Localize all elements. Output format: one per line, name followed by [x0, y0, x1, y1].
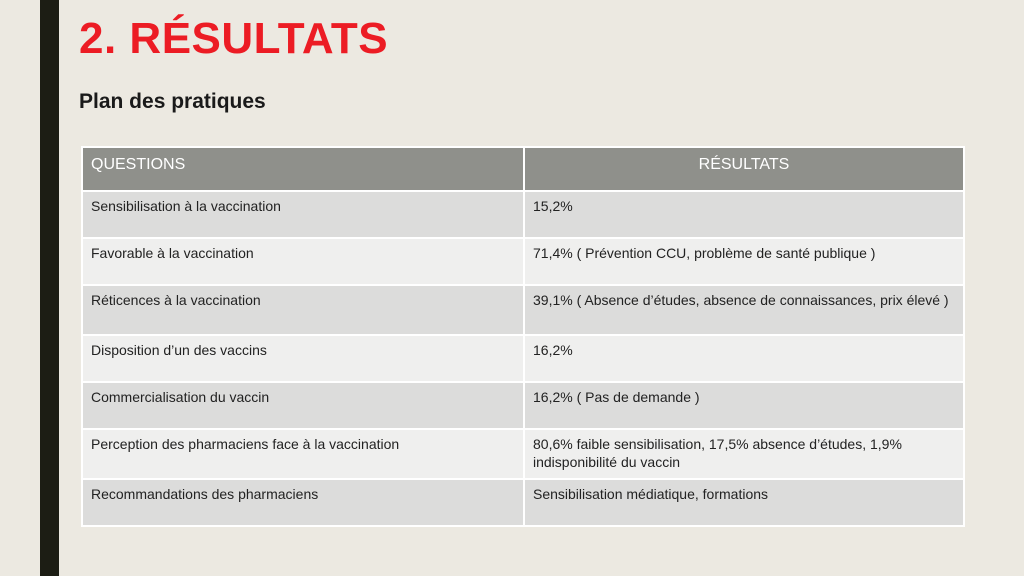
question-cell: Recommandations des pharmaciens [82, 479, 524, 526]
result-cell: 15,2% [524, 191, 964, 238]
header-results: RÉSULTATS [524, 147, 964, 191]
table-row [82, 238, 964, 285]
result-cell: 80,6% faible sensibilisation, 17,5% absence d’études, 1,9% indisponibilité du vaccin [524, 429, 964, 479]
table-row [82, 191, 964, 238]
page-title: 2. RÉSULTATS [79, 14, 389, 63]
table-row [82, 335, 964, 382]
sidebar-accent-bar [40, 0, 59, 576]
result-cell: Sensibilisation médiatique, formations [524, 479, 964, 526]
table-row [82, 429, 964, 479]
table-row [82, 479, 964, 526]
result-cell: 16,2% ( Pas de demande ) [524, 382, 964, 429]
table-header-row [82, 147, 964, 191]
page-subtitle: Plan des pratiques [79, 90, 266, 113]
table-row [82, 382, 964, 429]
result-cell: 16,2% [524, 335, 964, 382]
results-table [81, 146, 965, 527]
result-cell: 39,1% ( Absence d’études, absence de connaissances, prix élevé ) [524, 285, 964, 335]
question-cell: Favorable à la vaccination [82, 238, 524, 285]
question-cell: Disposition d’un des vaccins [82, 335, 524, 382]
question-cell: Commercialisation du vaccin [82, 382, 524, 429]
question-cell: Sensibilisation à la vaccination [82, 191, 524, 238]
table-row [82, 285, 964, 335]
result-cell: 71,4% ( Prévention CCU, problème de santé publique ) [524, 238, 964, 285]
question-cell: Réticences à la vaccination [82, 285, 524, 335]
header-questions: QUESTIONS [82, 147, 524, 191]
question-cell: Perception des pharmaciens face à la vaccination [82, 429, 524, 479]
